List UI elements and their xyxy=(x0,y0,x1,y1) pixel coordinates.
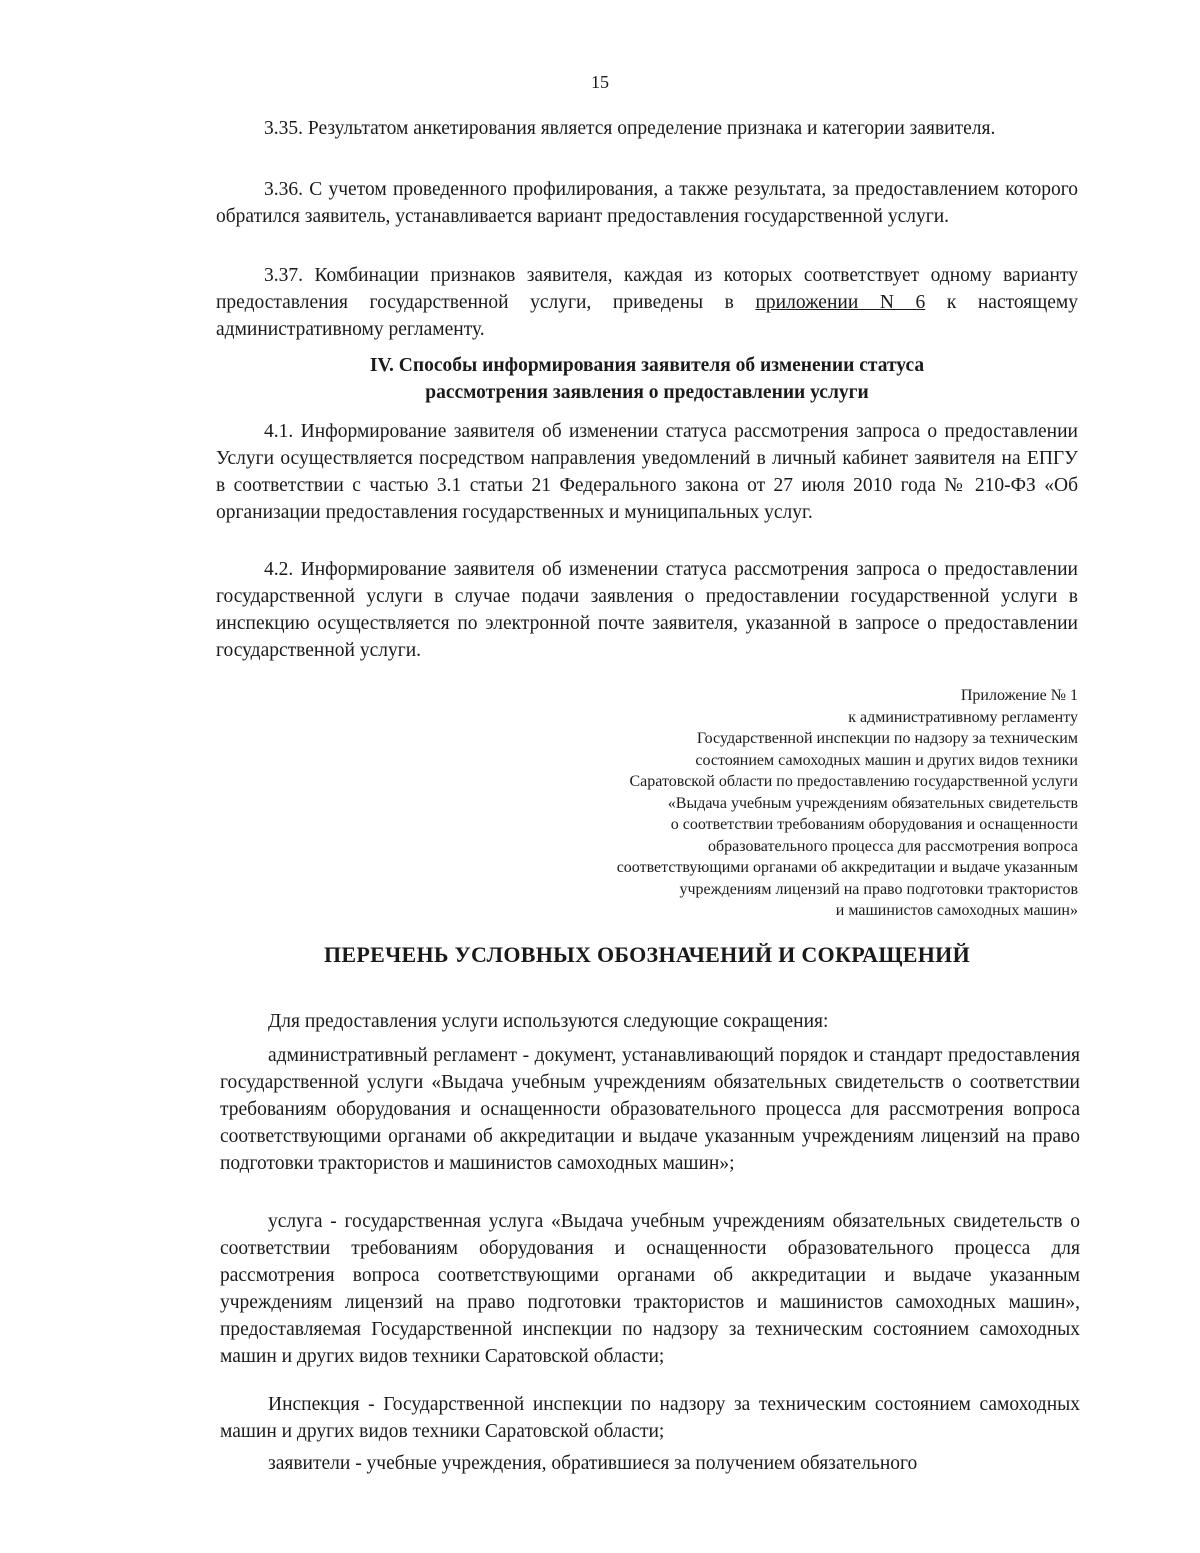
page-number: 15 xyxy=(591,72,609,92)
appendix-line: «Выдача учебным учреждениям обязательных свидетельств xyxy=(667,794,1078,812)
appendix-line: Приложение № 1 xyxy=(960,687,1078,704)
appendix-line: учреждениям лицензий на право подготовки трактористов xyxy=(679,880,1078,898)
paragraph-3-37 xyxy=(216,262,1078,343)
appendix-line: образовательного процесса для рассмотрения вопроса xyxy=(707,837,1078,855)
appendix-6-link[interactable]: приложении N 6 xyxy=(755,292,926,313)
paragraph-3-36: 3.36. С учетом проведенного профилирования, а также результата, за предоставлением которого обратился заявитель, устанавливается вариант предоставления государственной услуги. xyxy=(216,179,1078,227)
appendix-line: о соответствии требованиям оборудования и оснащенности xyxy=(670,816,1078,833)
paragraph-3-37-text-before: 3.37. Комбинации признаков заявителя, каждая из которых соответствует одному варианту предоставления государственной услуги, приведены в xyxy=(216,265,1078,313)
paragraph-4-2: 4.2. Информирование заявителя об изменении статуса рассмотрения запроса о предоставлении государственной услуги в случае подачи заявления о предоставлении государственной услуги в инспекцию осуществляется по электронной почте заявителя, указанной в запросе о предоставлении государственной услуги. xyxy=(216,559,1078,661)
section-heading-line-1: IV. Способы информирования заявителя об изменении статуса xyxy=(369,355,925,376)
definition-inspection: Инспекция - Государственной инспекции по надзору за техническим состоянием самоходных машин и других видов техники Саратовской области; xyxy=(220,1394,1080,1442)
document-title: ПЕРЕЧЕНЬ УСЛОВНЫХ ОБОЗНАЧЕНИЙ И СОКРАЩЕНИЙ xyxy=(323,942,971,967)
paragraph-3-35: 3.35. Результатом анкетирования является определение признака и категории заявителя. xyxy=(264,118,996,139)
appendix-line: соответствующими органами об аккредитации и выдаче указанным xyxy=(616,859,1078,876)
appendix-line: состоянием самоходных машин и других видов техники xyxy=(695,751,1078,769)
definition-service: услуга - государственная услуга «Выдача учебным учреждениям обязательных свидетельств о соответствии требованиям оборудования и оснащенности образовательного процесса для рассмотрения вопроса соответствующими органами об аккредитации и выдаче указанным учреждениям лицензий на право подготовки трактористов и машинистов самоходных машин», предоставляемая Государственной инспекции по надзору за техническим состоянием самоходных машин и других видов техники Саратовской области; xyxy=(220,1211,1080,1367)
appendix-line: Государственной инспекции по надзору за техническим xyxy=(696,730,1078,747)
paragraph-3-37-text-after: к настоящему административному регламенту. xyxy=(216,292,1078,340)
paragraph-4-1: 4.1. Информирование заявителя об изменении статуса рассмотрения запроса о предоставлении Услуги осуществляется посредством направления уведомлений в личный кабинет заявителя на ЕПГУ в соответствии с частью 3.1 статьи 21 Федерального закона от 27 июля 2010 года № 210-ФЗ «Об организации предоставления государственных и муниципальных услуг. xyxy=(216,421,1078,523)
section-heading-line-2: рассмотрения заявления о предоставлении услуги xyxy=(425,382,869,403)
appendix-line: к административному регламенту xyxy=(848,708,1078,726)
appendix-header xyxy=(518,685,1078,922)
appendix-line: и машинистов самоходных машин» xyxy=(835,902,1078,919)
definition-applicants: заявители - учебные учреждения, обратившиеся за получением обязательного xyxy=(268,1453,918,1474)
definitions-intro: Для предоставления услуги используются следующие сокращения: xyxy=(268,1011,829,1032)
section-heading xyxy=(216,352,1078,406)
definition-regulation: административный регламент - документ, устанавливающий порядок и стандарт предоставления государственной услуги «Выдача учебным учреждениям обязательных свидетельств о соответствии требованиям оборудования и оснащенности образовательного процесса для рассмотрения вопроса соответствующими органами об аккредитации и выдаче указанным учреждениям лицензий на право подготовки трактористов и машинистов самоходных машин»; xyxy=(220,1045,1080,1174)
appendix-line: Саратовской области по предоставлению государственной услуги xyxy=(629,773,1078,790)
